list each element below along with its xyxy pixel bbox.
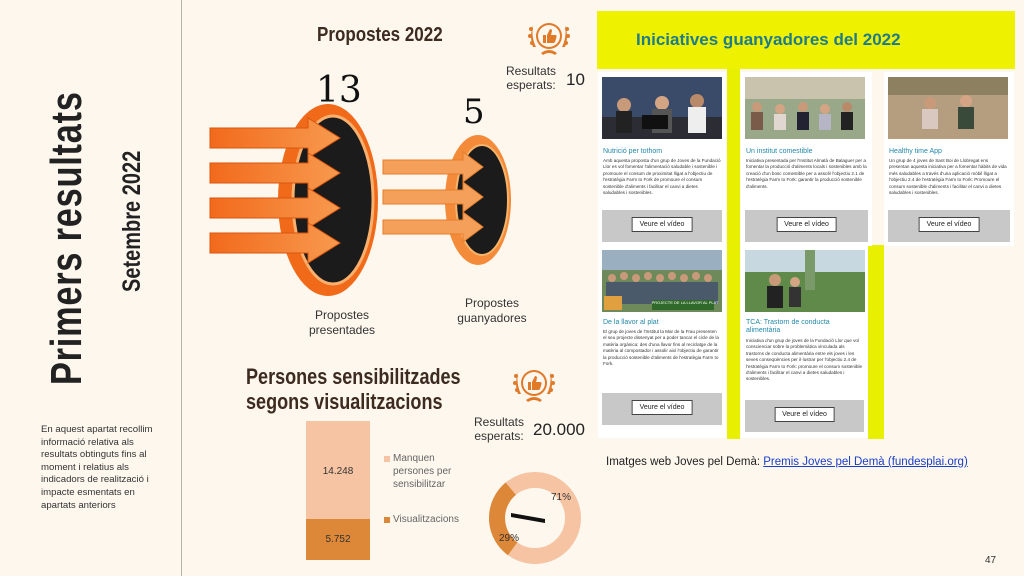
awareness-heading: Persones sensibilitzades segons visualitzacions: [246, 364, 461, 414]
legend-missing-swatch: [384, 456, 390, 462]
card-title: Healthy time App: [889, 148, 942, 155]
card-photo: [602, 77, 722, 139]
initiative-card: [741, 245, 868, 438]
presented-label: Propostes presentades: [308, 308, 376, 337]
awareness-expected-value: 20.000: [533, 420, 585, 439]
proposals-expected-value: 10: [566, 70, 585, 89]
initiative-card: [884, 72, 1014, 246]
award-thumbs-up-icon: [512, 364, 556, 404]
proposals-heading: Propostes 2022: [317, 24, 443, 46]
winners-count: 5: [463, 92, 485, 132]
watch-video-button[interactable]: Veure el vídeo: [632, 217, 693, 232]
card-button-area: [745, 400, 864, 432]
presented-count: 13: [316, 70, 362, 111]
page-title: Primers resultats: [42, 91, 91, 385]
fundesplai-link[interactable]: Premis Joves pel Demà (fundesplai.org): [763, 456, 968, 468]
winners-label: Propostes guanyadores: [457, 296, 527, 325]
card-text: Un grup de 4 joves de Sant Boi de Llobregat ens presentan aquesta iniciativa per a fomentar hàbits de vida més saludables a través d'una aplicació mòbil lligat a l'objectiu 2.4 de l'estratègia Farm to Fork: Promoure el consum sostenible d'aliments i facilitar el canvi a dietes saludables i sostenibles.: [889, 158, 1007, 196]
winner-arrows-icon: [383, 152, 483, 242]
proposals-funnel-graphic: [208, 100, 548, 300]
card-button-area: [888, 210, 1010, 242]
image-credit: Imatges web Joves pel Demà: Premis Joves pel Demà (fundesplai.org): [606, 456, 968, 468]
initiative-card: [598, 72, 726, 246]
gauge-needle-icon: [511, 513, 545, 523]
award-thumbs-up-icon: [527, 17, 571, 57]
donut-views-pct: 29%: [499, 533, 520, 544]
watch-video-button[interactable]: Veure el vídeo: [632, 400, 693, 415]
card-title: De la llavor al plat: [603, 319, 659, 326]
card-title: Nutrició per tothom: [603, 148, 663, 155]
card-title: TCA: Trastorn de conducta alimentària: [746, 319, 830, 334]
card-button-area: [745, 210, 868, 242]
legend-views-label: Visualitzacions: [393, 514, 459, 525]
card-text: El grup de joves de l'Institut la Mar de la Frau presenten el seu projecte dissenyat per a poder tancar el cicle de la matèria orgànica: des d'una llavor fins al reciclatge de la matèria al compostador i assolir així l'objectiu de garantir la producció sostenible d'aliments de l'estratègia Farm to Fork.: [603, 329, 719, 367]
card-button-area: [602, 393, 722, 425]
donut-missing-pct: 71%: [551, 492, 572, 503]
proposals-expected-label: Resultats esperats:: [506, 64, 557, 92]
card-photo: [745, 77, 865, 139]
vertical-divider: [181, 0, 182, 576]
description-text: En aquest apartat recollim informació relativa als resultats obtinguts fins al moment i relatius als indicadors de realització i impacte esmentats en apartats anteriors: [41, 424, 153, 511]
legend-views-swatch: [384, 517, 390, 523]
bar-missing-value: 14.248: [322, 466, 354, 477]
photo-caption: PROJECTE DE LA LLAVOR AL PLAT: [651, 300, 719, 305]
winners-title: Iniciatives guanyadores del 2022: [636, 30, 901, 49]
legend-missing-label: Manquen persones per sensibilitzar: [393, 453, 452, 490]
card-title: Un institut comestible: [746, 148, 813, 155]
initiative-card: [741, 72, 872, 246]
initiative-card: [598, 245, 726, 438]
card-text: Amb aquesta proposta d'un grup de Joves de la Fundació Llor es vol fomentar l'alimentació saludable i sostenible i promoure el consum de proximitat lligat a l'objectiu de l'estratègia Farm to Fork de promoure el consum sostenible d'aliments i facilitar el canvi a dietes saludables i sostenibles.: [603, 158, 721, 196]
watch-video-button[interactable]: Veure el vídeo: [774, 407, 835, 422]
card-photo: [888, 77, 1008, 139]
bar-views-value: 5.752: [325, 534, 351, 545]
watch-video-button[interactable]: Veure el vídeo: [919, 217, 980, 232]
awareness-expected-label: Resultats esperats:: [473, 415, 525, 443]
card-text: Iniciativa d'un grup de joves de la Fundació Llor que vol conscienciar sobre la problemàtica vinculada als trastorns de conducta alimentària entre els joves i les seves conseqüències per il·lustrar per l'objectiu 2.4 de l'estratègia Farm to Fork: promoure el consum sostenible d'aliments i facilitar el canvi a dietes saludables i sostenibles.: [746, 338, 863, 382]
yellow-strip: [868, 245, 884, 439]
awareness-donut-chart: [489, 472, 581, 564]
yellow-strip: [727, 69, 740, 439]
page-number: 47: [985, 555, 997, 566]
card-button-area: [602, 210, 722, 242]
page-subtitle: Setembre 2022: [118, 150, 146, 292]
watch-video-button[interactable]: Veure el vídeo: [776, 217, 837, 232]
card-text: Iniciativa presentada per l'Institut Almatà de Balaguer per a fomentar la producció d'aliments locals i sostenibles amb la creació d'un bosc comestible per a assolir l'objectiu 2.1 de l'estratègia Farm to Fork: garantir la producció sostenible d'aliments.: [746, 158, 867, 189]
card-photo: [745, 250, 865, 312]
